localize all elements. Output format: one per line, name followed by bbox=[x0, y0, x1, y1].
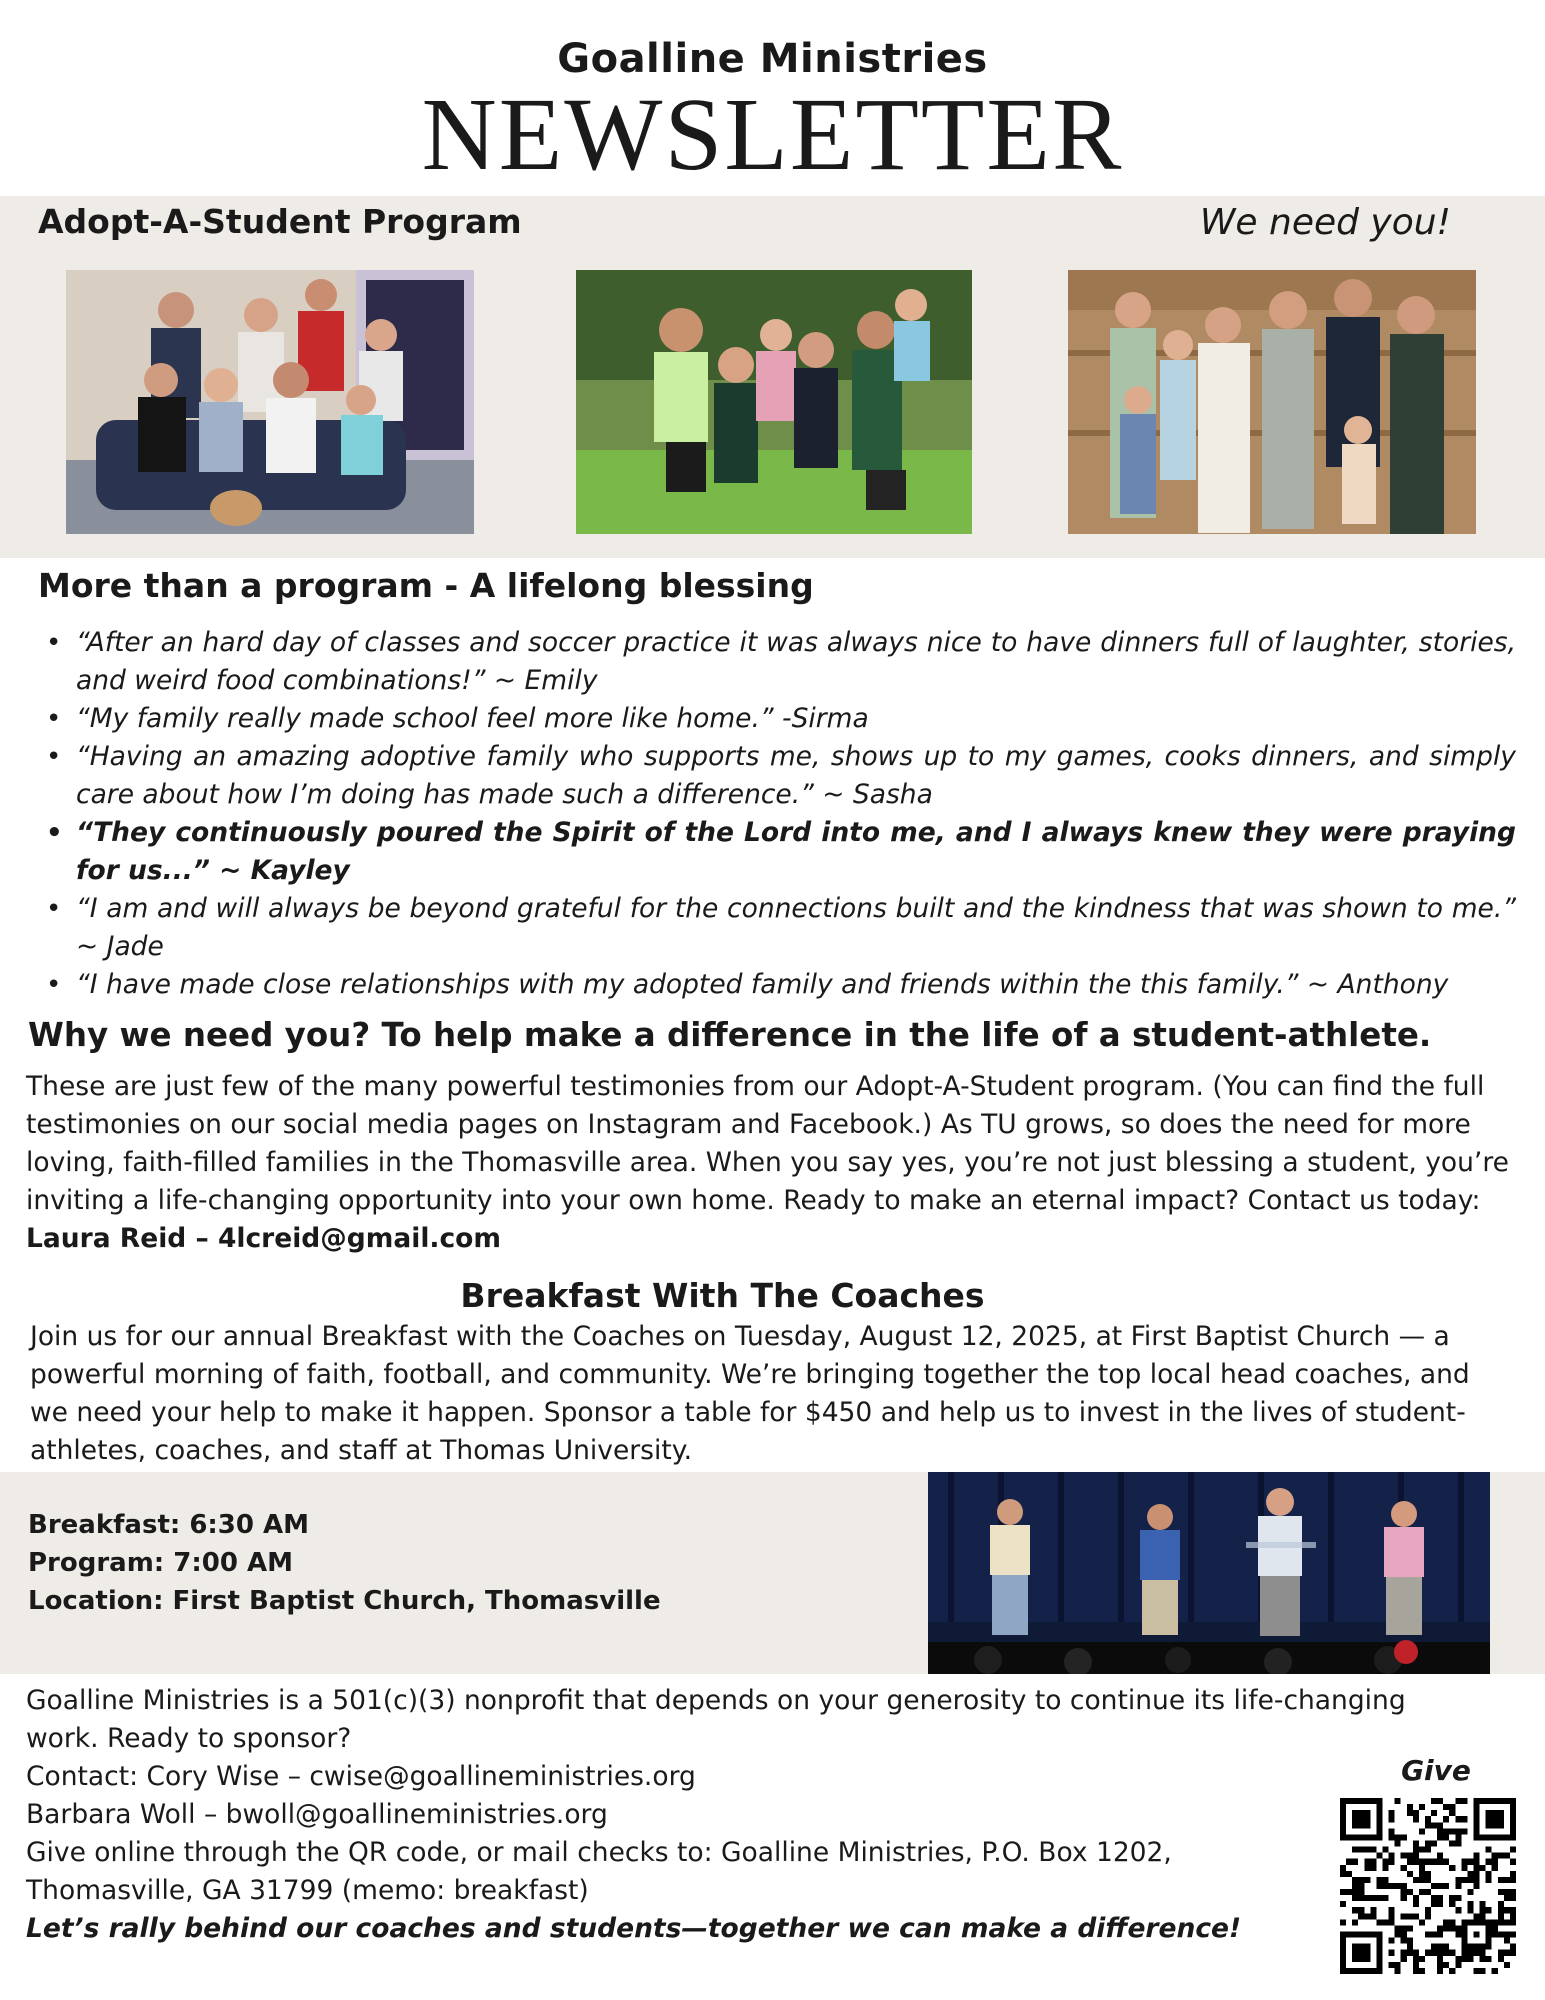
testimonial-item: • “I have made close relationships with my adopted family and friends within the this family.” ~ Anthony bbox=[46, 966, 1516, 1004]
newsletter-title: NEWSLETTER bbox=[421, 77, 1124, 192]
footer-nonprofit-line: Goalline Ministries is a 501(c)(3) nonprofit that depends on your generosity to continue its life-changing work. Ready to sponsor? bbox=[26, 1685, 1406, 1754]
why-body-text: These are just few of the many powerful testimonies from our Adopt-A-Student program. (You can find the full testimonies on our social media pages on Instagram and Facebook.) As TU grows, so does the need for more loving, faith-filled families in the Thomasville area. When you say yes, you’re not just blessing a student, you’re inviting a life-changing opportunity into your own home. Ready to make an eternal impact? Contact us today: bbox=[26, 1071, 1509, 1216]
event-location: Location: First Baptist Church, Thomasville bbox=[28, 1586, 661, 1616]
testimonial-item: • “My family really made school feel more like home.” -Sirma bbox=[46, 700, 1516, 738]
footer-contact-barbara: Barbara Woll – bwoll@goallineministries.org bbox=[26, 1799, 608, 1830]
adopt-section-title: Adopt-A-Student Program bbox=[38, 202, 522, 241]
testimonial-item: • “Having an amazing adoptive family who supports me, shows up to my games, cooks dinners, and simply care about how I’m doing has made such a difference.” ~ Sasha bbox=[46, 738, 1516, 814]
give-label: Give bbox=[1401, 1754, 1471, 1787]
photo-wedding-group bbox=[1068, 270, 1476, 534]
qr-code-icon[interactable] bbox=[1340, 1798, 1516, 1974]
why-title: Why we need you? To help make a difference in the life of a student-athlete. bbox=[28, 1016, 1432, 1054]
breakfast-title: Breakfast With The Coaches bbox=[460, 1276, 985, 1315]
footer-contact-cory: Contact: Cory Wise – cwise@goallineministries.org bbox=[26, 1761, 696, 1792]
why-body bbox=[26, 1068, 1521, 1258]
why-contact: Laura Reid – 4lcreid@gmail.com bbox=[26, 1223, 501, 1254]
footer-closing: Let’s rally behind our coaches and students—together we can make a difference! bbox=[26, 1913, 1242, 1944]
give-qr-code[interactable] bbox=[1340, 1798, 1516, 1974]
photo-outdoor-group bbox=[576, 270, 972, 534]
footer bbox=[26, 1682, 1456, 1948]
photo-family-couch bbox=[66, 270, 474, 534]
testimonial-item: • “They continuously poured the Spirit of the Lord into me, and I always knew they were praying for us...” ~ Kayley bbox=[46, 814, 1516, 890]
testimonials-title: More than a program - A lifelong blessing bbox=[38, 566, 814, 605]
event-breakfast-time: Breakfast: 6:30 AM bbox=[28, 1510, 310, 1540]
photo-coaches-stage bbox=[928, 1472, 1490, 1674]
testimonial-item: • “I am and will always be beyond grateful for the connections built and the kindness that was shown to me.” ~ Jade bbox=[46, 890, 1516, 966]
testimonials-list bbox=[46, 624, 1516, 1004]
event-details bbox=[28, 1506, 661, 1620]
breakfast-body: Join us for our annual Breakfast with the Coaches on Tuesday, August 12, 2025, at First Baptist Church — a powerful morning of faith, football, and community. We’re bringing together the top local head coaches, and we need your help to make it happen. Sponsor a table for $450 and help us to invest in the lives of student-athletes, coaches, and staff at Thomas University. bbox=[30, 1321, 1470, 1466]
testimonial-item: • “After an hard day of classes and soccer practice it was always nice to have dinners full of laughter, stories, and weird food combinations!” ~ Emily bbox=[46, 624, 1516, 700]
tagline: We need you! bbox=[1199, 202, 1451, 243]
org-name: Goalline Ministries bbox=[557, 36, 988, 82]
footer-mail-info: Give online through the QR code, or mail checks to: Goalline Ministries, P.O. Box 1202, Thomasville, GA 31799 (memo: breakfast) bbox=[26, 1837, 1172, 1906]
event-program-time: Program: 7:00 AM bbox=[28, 1548, 293, 1578]
